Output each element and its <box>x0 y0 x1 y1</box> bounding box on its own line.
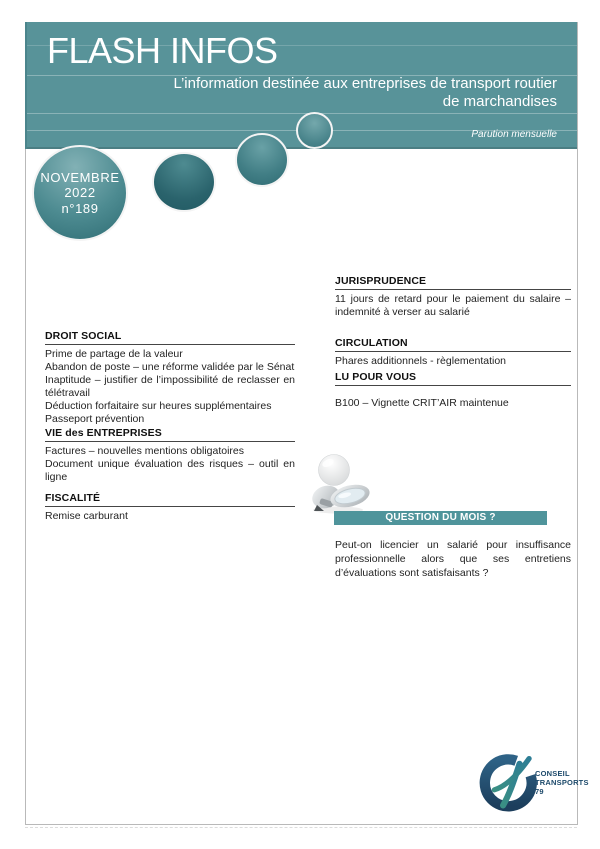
section-droit-social <box>45 330 295 426</box>
decorative-circle <box>152 152 216 212</box>
newsletter-subtitle <box>173 75 557 110</box>
section-heading: VIE des ENTREPRISES <box>45 427 295 442</box>
section-circulation <box>335 337 571 368</box>
article-title: Phares additionnels - règlementation <box>335 355 507 367</box>
person-with-magnifier-icon <box>306 450 376 516</box>
subtitle-line-2: de marchandises <box>442 92 557 110</box>
question-of-month-text: Peut-on licencier un salarié pour insuffisance professionnelle alors que ses entretiens d’évaluations sont satisfaisants ? <box>335 539 571 579</box>
section-heading: CIRCULATION <box>335 337 571 352</box>
issue-number: n°189 <box>61 200 99 216</box>
issue-year: 2022 <box>64 185 96 201</box>
article-title: Déduction forfaitaire sur heures supplémentaires <box>45 400 272 412</box>
article-title: 11 jours de retard pour le paiement du salaire – indemnité à verser au salarié <box>335 293 571 318</box>
subtitle-line-1: L’information destinée aux entreprises de transport routier <box>173 75 557 92</box>
section-jurisprudence <box>335 275 571 319</box>
masthead-bottom-edge <box>27 147 577 149</box>
section-heading: DROIT SOCIAL <box>45 330 295 345</box>
decorative-circle <box>235 133 289 187</box>
section-fiscalite <box>45 492 295 523</box>
article-title: Passeport prévention <box>45 413 145 425</box>
magnifier-figure-illustration <box>306 450 376 516</box>
masthead-stripe <box>27 113 577 114</box>
logo-text-line-1: CONSEIL <box>535 769 570 778</box>
logo-text <box>535 769 589 796</box>
page-border-dashed-line <box>25 827 577 828</box>
newsletter-title: FLASH INFOS <box>47 30 278 71</box>
article-title: Inaptitude – justifier de l’impossibilité de reclasser en télétravail <box>45 374 295 399</box>
question-of-month-banner: QUESTION DU MOIS ? <box>334 511 547 525</box>
section-heading: LU POUR VOUS <box>335 371 571 386</box>
section-lu-pour-vous <box>335 371 571 410</box>
decorative-circle <box>296 112 333 149</box>
article-title: Remise carburant <box>45 510 128 522</box>
section-heading: FISCALITÉ <box>45 492 295 507</box>
logo-text-line-3: 79 <box>535 787 544 796</box>
frequency-note: Parution mensuelle <box>471 129 557 140</box>
logo-c-mark-icon <box>477 746 543 818</box>
logo-text-line-2: TRANSPORTS <box>535 778 589 787</box>
section-heading: JURISPRUDENCE <box>335 275 571 290</box>
article-title: Abandon de poste – une réforme validée par le Sénat <box>45 361 295 373</box>
article-title: Document unique évaluation des risques – outil en ligne <box>45 458 295 483</box>
issue-month: NOVEMBRE <box>40 169 120 185</box>
article-title: B100 – Vignette CRIT’AIR maintenue <box>335 397 509 409</box>
article-title: Prime de partage de la valeur <box>45 348 183 360</box>
conseil-transports-logo <box>477 746 589 822</box>
section-vie-des-entreprises <box>45 427 295 484</box>
article-title: Factures – nouvelles mentions obligatoires <box>45 445 245 457</box>
issue-badge <box>32 145 128 241</box>
